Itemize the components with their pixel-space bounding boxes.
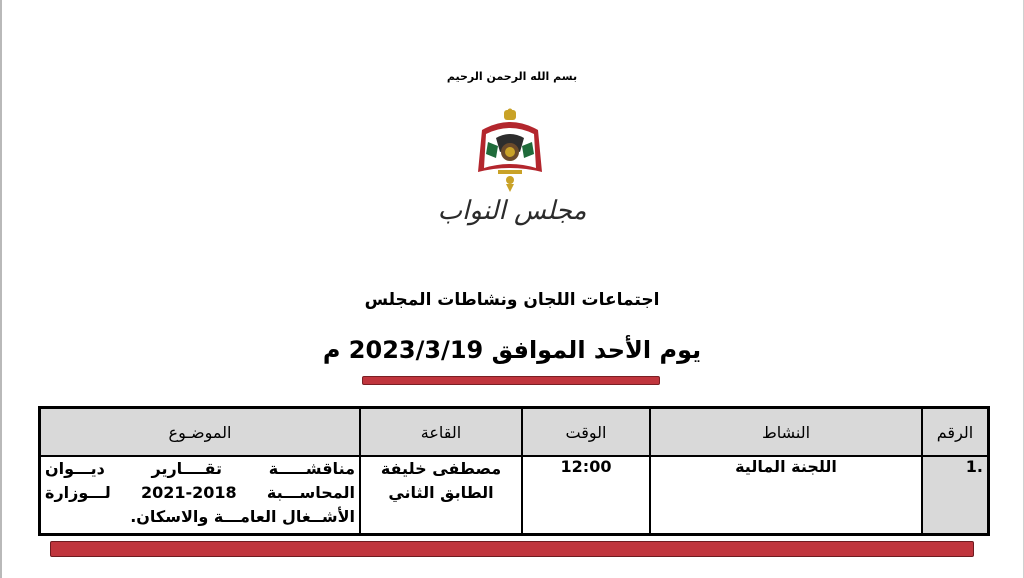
schedule-table bbox=[38, 406, 990, 536]
coat-of-arms-icon bbox=[468, 108, 552, 194]
header-hall: القاعة bbox=[360, 408, 522, 457]
page-title: اجتماعات اللجان ونشاطات المجلس bbox=[364, 290, 660, 310]
header-activity: النشاط bbox=[650, 408, 922, 457]
row-hall-line2: الطابق الثاني bbox=[388, 483, 494, 502]
row-hall bbox=[360, 456, 522, 535]
row-subject: مناقشـــــة تقــــارير ديـــوان المحاســـبة 2018-2021 لـــوزارة الأشــغال العامـــة والاسكان. bbox=[40, 456, 361, 535]
page-left-edge bbox=[0, 0, 2, 578]
basmala-text: بسم الله الرحمن الرحيم bbox=[446, 70, 578, 83]
row-hall-line1: مصطفى خليفة bbox=[380, 459, 502, 478]
header-time: الوقت bbox=[522, 408, 650, 457]
date-underline-bar bbox=[362, 376, 660, 385]
table-row bbox=[40, 456, 989, 535]
row-number: .1 bbox=[922, 456, 989, 535]
header-number: الرقم bbox=[922, 408, 989, 457]
parliament-logo-text: مجلس النواب bbox=[437, 196, 587, 226]
row-activity: اللجنة المالية bbox=[650, 456, 922, 535]
bottom-accent-bar bbox=[50, 541, 974, 557]
table-header-row bbox=[40, 408, 989, 457]
date-heading: يوم الأحد الموافق 2023/3/19 م bbox=[322, 336, 702, 364]
row-time: 12:00 bbox=[522, 456, 650, 535]
header-subject: الموضـوع bbox=[40, 408, 361, 457]
